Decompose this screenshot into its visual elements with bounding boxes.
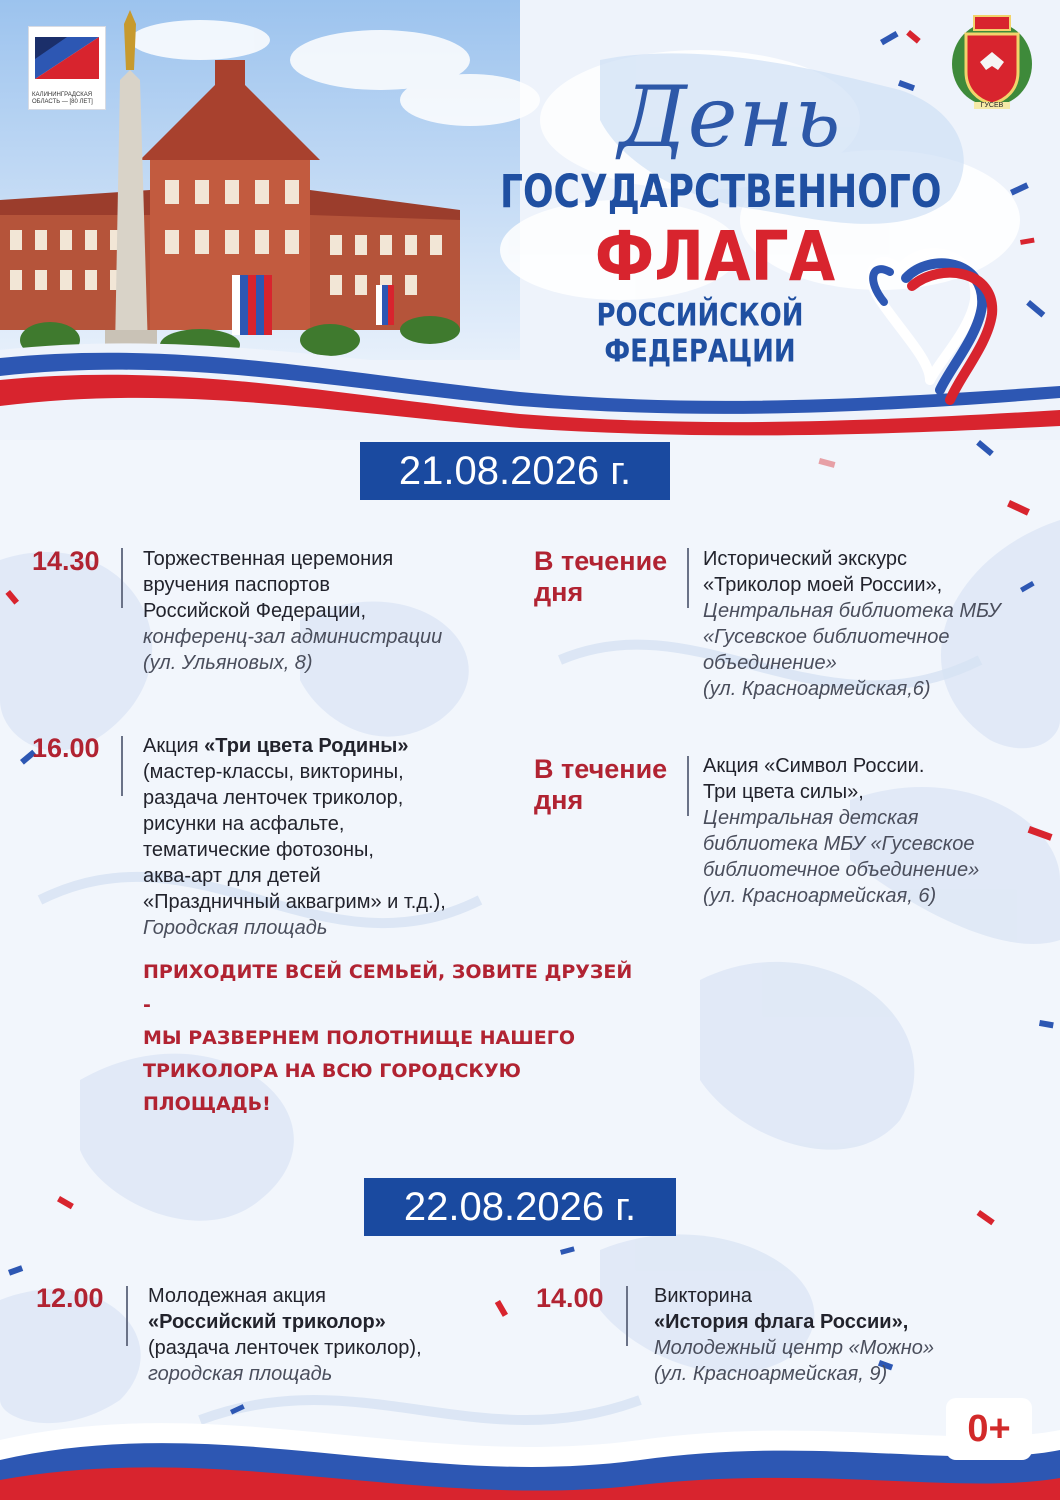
- day2-date: 22.08.2026 г.: [364, 1178, 676, 1236]
- title-line-1: ГОСУДАРСТВЕННОГО: [500, 166, 942, 219]
- title-line-2: ФЛАГА: [594, 216, 836, 298]
- event-description: Молодежная акция «Российский триколор» (раздача ленточек триколор), городская площадь: [148, 1285, 422, 1385]
- divider: [687, 548, 689, 608]
- event-time: 14.00: [536, 1283, 604, 1313]
- event-description: Акция «Три цвета Родины» (мастер-классы, викторины, раздача ленточек триколор, рисунки на асфальте, тематические фотозоны, аква-арт для детей «Праздничный аквагрим» и т.д.), Городская площадь: [143, 735, 446, 939]
- invitation-callout: ПРИХОДИТЕ ВСЕЙ СЕМЬЕЙ, ЗОВИТЕ ДРУЗЕЙ - МЫ РАЗВЕРНЕМ ПОЛОТНИЩЕ НАШЕГО ТРИКОЛОРА НА ВСЮ ГОРОДСКУЮ ПЛОЩАДЬ!: [143, 961, 633, 1115]
- event-time: В течение дня: [534, 546, 668, 607]
- divider: [121, 548, 123, 608]
- event-description: Викторина «История флага России», Молодежный центр «Можно» (ул. Красноармейская, 9): [654, 1285, 935, 1385]
- header-illustration: [0, 0, 1060, 440]
- event-time: 16.00: [32, 733, 100, 763]
- coat-caption: ГУСЕВ: [974, 102, 1010, 109]
- divider: [121, 736, 123, 796]
- divider: [626, 1286, 628, 1346]
- city-coat-of-arms: [948, 12, 1036, 110]
- region-logo-caption: КАЛИНИНГРАДСКАЯ ОБЛАСТЬ — [80 ЛЕТ]: [32, 92, 93, 105]
- divider: [126, 1286, 128, 1346]
- event-description: Акция «Символ России. Три цвета силы», Центральная детская библиотека МБУ «Гусевское библиотечное объединение» (ул. Красноармейская, 6): [703, 755, 980, 907]
- region-logo: [28, 26, 106, 110]
- age-rating-badge: 0+: [946, 1398, 1032, 1460]
- event-description: Исторический экскурс «Триколор моей России», Центральная библиотека МБУ «Гусевское библиотечное объединение» (ул. Красноармейская,6): [703, 548, 1001, 700]
- event-time: 14.30: [32, 546, 100, 576]
- event-time: 12.00: [36, 1283, 104, 1313]
- event-time: В течение дня: [534, 754, 668, 815]
- title-script: День: [618, 68, 842, 166]
- day1-date: 21.08.2026 г.: [360, 442, 670, 500]
- divider: [687, 756, 689, 816]
- header-banner: [0, 0, 1060, 440]
- coat-of-arms-icon: [948, 12, 1036, 110]
- event-description: Торжественная церемония вручения паспортов Российской Федерации, конференц-зал администрации (ул. Ульяновых, 8): [143, 548, 443, 674]
- region-logo-emblem: [29, 27, 107, 87]
- title-line-3: РОССИЙСКОЙ ФЕДЕРАЦИИ: [596, 298, 804, 370]
